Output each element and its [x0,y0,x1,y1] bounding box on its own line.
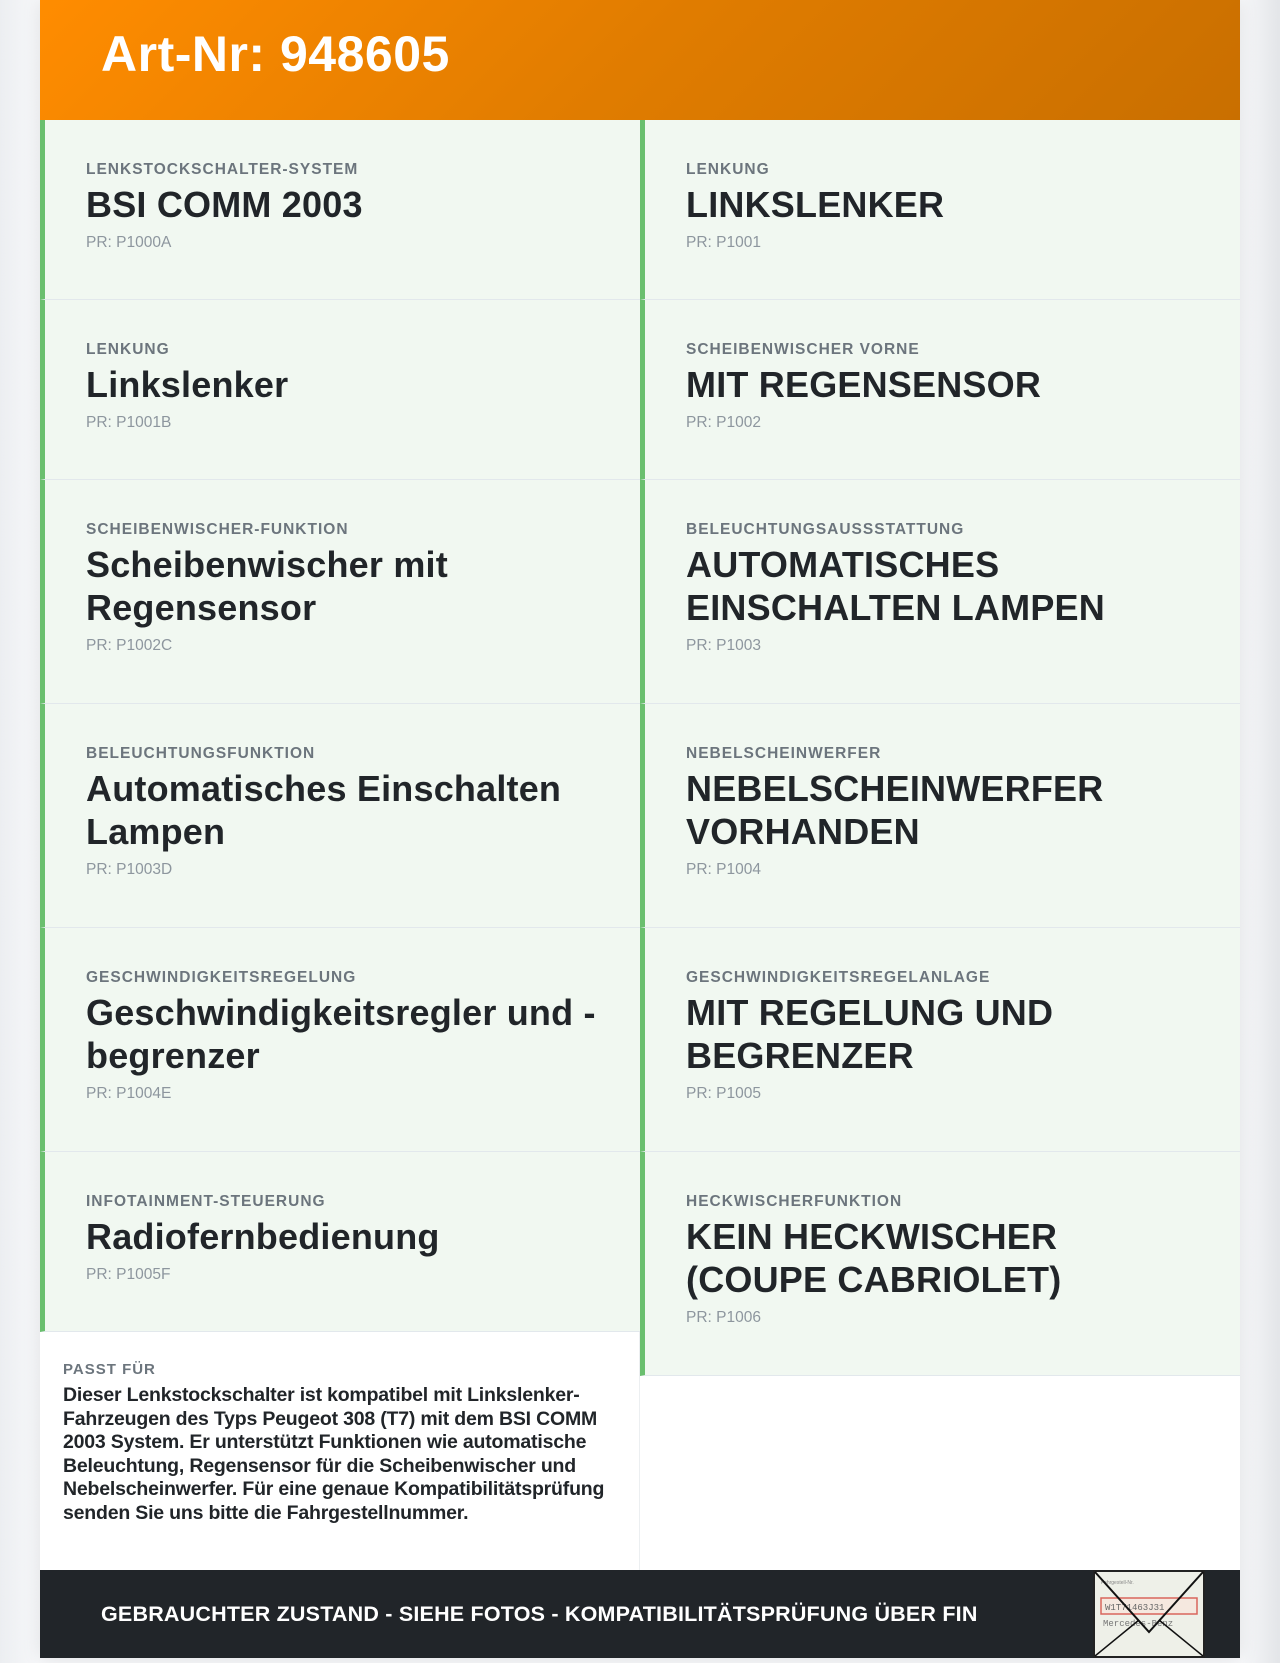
attribute-code: PR: P1001B [86,414,172,431]
attribute-card [640,704,1240,928]
attribute-code: PR: P1006 [686,1309,761,1326]
attribute-label: SCHEIBENWISCHER-FUNKTION [86,521,349,538]
attribute-card [640,928,1240,1152]
attribute-code: PR: P1002C [86,637,173,654]
attribute-value: MIT REGENSENSOR [686,364,1042,405]
attribute-column-right [640,120,1240,1572]
attribute-code: PR: P1004 [686,861,761,878]
attribute-code: PR: P1000A [86,234,172,251]
attribute-card [640,1152,1240,1376]
attribute-value: Radiofernbedienung [86,1216,440,1257]
attribute-value: MIT REGELUNG UND BEGRENZER [686,992,1054,1076]
attribute-card [640,480,1240,704]
attribute-value: Automatisches Einschalten Lampen [86,768,562,852]
attribute-label: LENKUNG [686,161,770,178]
attribute-code: PR: P1005F [86,1266,171,1283]
attribute-label: BELEUCHTUNGSFUNKTION [86,745,316,762]
svg-text:W1T71463J31: W1T71463J31 [1105,1603,1165,1613]
compatibility-text: Dieser Lenkstockschalter ist kompatibel mit Linkslenker-Fahrzeugen des Typs Peugeot 308 (T7) mit dem BSI COMM 2003 System. Er unterstützt Funktionen wie automatische Beleuchtung, Regensensor für die Scheibenwischer und Nebelscheinwerfer. Für eine genaue Kompatibilitätsprüfung senden Sie uns bitte die Fahrgestellnummer. [63,1384,605,1524]
attribute-card [40,704,640,928]
attribute-value: Scheibenwischer mit Regensensor [86,544,448,628]
attribute-label: SCHEIBENWISCHER VORNE [686,341,920,358]
attribute-card [40,300,640,480]
attribute-value: Linkslenker [86,364,289,405]
envelope-vehicle-registration-icon [1093,1570,1205,1658]
attribute-code: PR: P1001 [686,234,761,251]
header-banner [40,0,1240,120]
attribute-label: LENKSTOCKSCHALTER-SYSTEM [86,161,359,178]
attribute-value: NEBELSCHEINWERFER VORHANDEN [686,768,1104,852]
attribute-value: BSI COMM 2003 [86,184,363,225]
attribute-card [640,120,1240,300]
attribute-label: HECKWISCHERFUNKTION [686,1193,903,1210]
attribute-label: INFOTAINMENT-STEUERUNG [86,1193,326,1210]
attribute-card [640,300,1240,480]
attribute-code: PR: P1003D [86,861,173,878]
attribute-card [40,120,640,300]
attribute-value: KEIN HECKWISCHER (COUPE CABRIOLET) [686,1216,1062,1300]
attribute-label: GESCHWINDIGKEITSREGELANLAGE [686,969,991,986]
footer-notice: GEBRAUCHTER ZUSTAND - SIEHE FOTOS - KOMPATIBILITÄTSPRÜFUNG ÜBER FIN [101,1602,978,1626]
attribute-value: Geschwindigkeitsregler und -begrenzer [86,992,596,1076]
compatibility-label: PASST FÜR [63,1361,156,1378]
attribute-label: NEBELSCHEINWERFER [686,745,882,762]
attribute-code: PR: P1003 [686,637,761,654]
compatibility-section [40,1332,640,1572]
article-number-title: Art-Nr: 948605 [101,26,450,82]
attribute-code: PR: P1005 [686,1085,761,1102]
svg-text:Fahrgestell-Nr.: Fahrgestell-Nr. [1101,1580,1134,1586]
attribute-label: BELEUCHTUNGSAUSSSTATTUNG [686,521,965,538]
attribute-card [40,1152,640,1332]
footer-banner [40,1570,1240,1658]
attribute-value: AUTOMATISCHES EINSCHALTEN LAMPEN [686,544,1105,628]
attribute-grid [40,120,1240,1572]
attribute-column-left [40,120,640,1572]
attribute-label: LENKUNG [86,341,170,358]
attribute-card [40,480,640,704]
attribute-code: PR: P1002 [686,414,761,431]
attribute-card [40,928,640,1152]
attribute-value: LINKSLENKER [686,184,945,225]
attribute-label: GESCHWINDIGKEITSREGELUNG [86,969,357,986]
svg-text:Mercedes-Benz: Mercedes-Benz [1103,1619,1174,1629]
attribute-code: PR: P1004E [86,1085,172,1102]
product-sheet [40,0,1240,1658]
